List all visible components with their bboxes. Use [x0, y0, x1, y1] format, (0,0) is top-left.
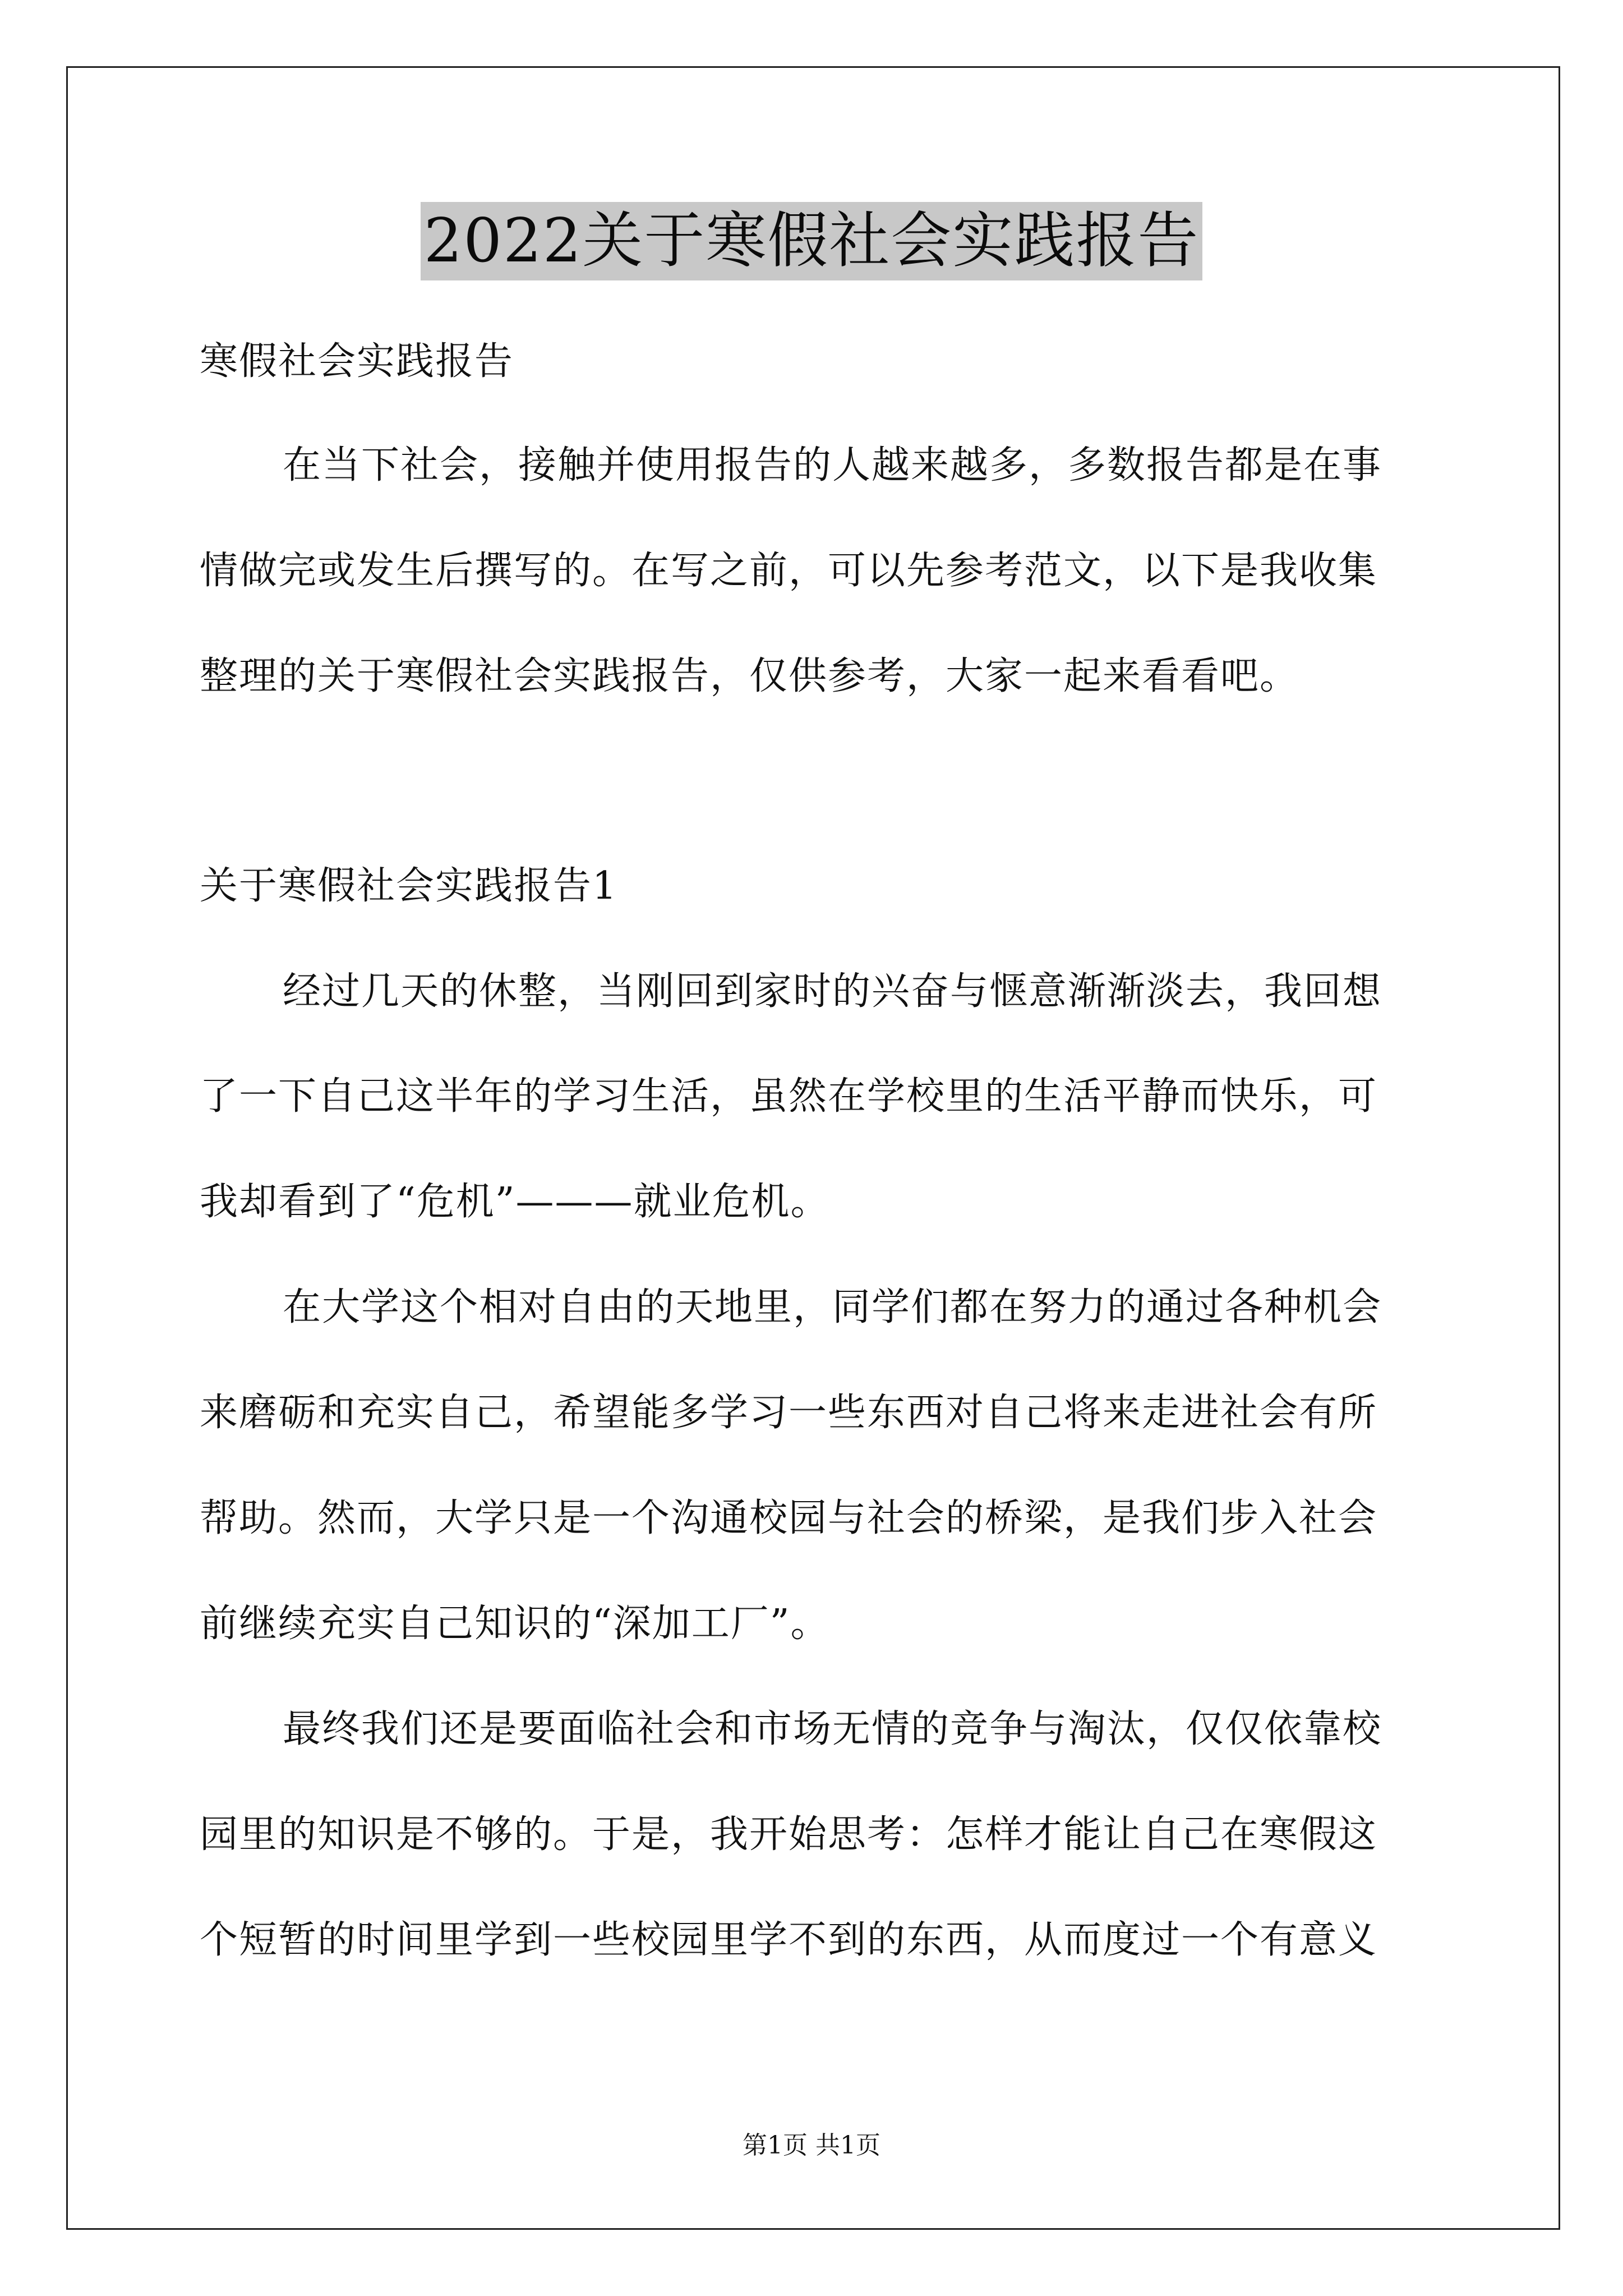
body-line: 了一下自己这半年的学习生活，虽然在学校里的生活平静而快乐，可	[200, 1074, 1378, 1119]
intro-line: 情做完或发生后撰写的。在写之前，可以先参考范文，以下是我收集	[200, 549, 1378, 593]
intro-line: 整理的关于寒假社会实践报告，仅供参考，大家一起来看看吧。	[200, 654, 1299, 698]
body-line: 最终我们还是要面临社会和市场无情的竞争与淘汰，仅仅依靠校	[283, 1707, 1382, 1751]
page-footer: 第1页 共1页	[743, 2131, 880, 2160]
body-line: 个短暂的时间里学到一些校园里学不到的东西，从而度过一个有意义	[200, 1918, 1378, 1962]
body-line: 在大学这个相对自由的天地里，同学们都在努力的通过各种机会	[283, 1285, 1382, 1329]
body-line: 经过几天的休整，当刚回到家时的兴奋与惬意渐渐淡去，我回想	[283, 969, 1382, 1014]
intro-line: 在当下社会，接触并使用报告的人越来越多，多数报告都是在事	[283, 443, 1382, 487]
body-line: 来磨砺和充实自己，希望能多学习一些东西对自己将来走进社会有所	[200, 1391, 1378, 1435]
body-line: 前继续充实自己知识的“深加工厂”。	[200, 1602, 830, 1646]
page-border	[66, 66, 1560, 2230]
document-title: 2022关于寒假社会实践报告	[421, 202, 1203, 280]
subtitle: 寒假社会实践报告	[200, 339, 514, 384]
body-line: 我却看到了“危机”———就业危机。	[200, 1180, 830, 1224]
title-container	[0, 202, 1623, 280]
body-line: 园里的知识是不够的。于是，我开始思考：怎样才能让自己在寒假这	[200, 1812, 1378, 1857]
section-heading: 关于寒假社会实践报告1	[200, 864, 618, 908]
body-line: 帮助。然而，大学只是一个沟通校园与社会的桥梁，是我们步入社会	[200, 1496, 1378, 1540]
